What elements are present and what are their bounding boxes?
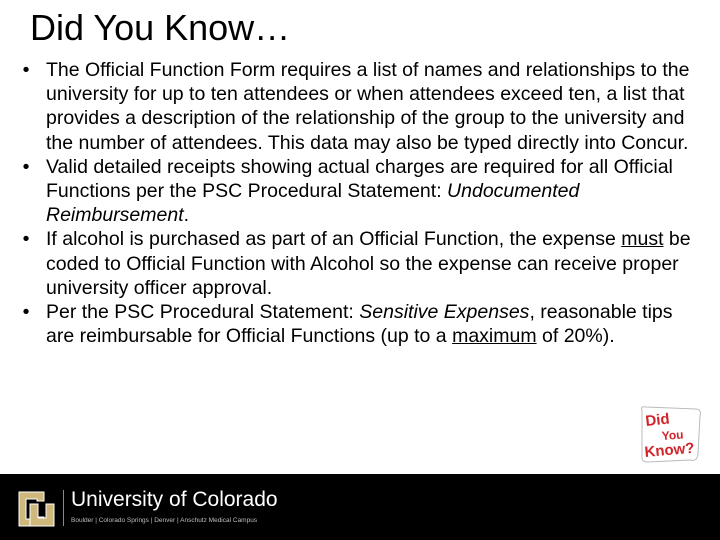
- bullet-text: , reasonable tips are reimbursable for Official Functions (up to a: [46, 301, 673, 348]
- campus-list: Boulder | Colorado Springs | Denver | Anschutz Medical Campus: [71, 517, 258, 524]
- bullet-item: [16, 300, 706, 348]
- bullet-list: [16, 58, 706, 348]
- bullet-text: be coded to Official Function with Alcohol so the expense can receive proper university officer approval.: [46, 228, 691, 299]
- bullet-marker: •: [22, 155, 30, 178]
- university-name: University of Colorado: [71, 488, 278, 511]
- bullet-marker: •: [22, 301, 30, 324]
- bullet-text: The Official Function Form requires a list of names and relationships to the university for up to ten attendees or when attendees exceed ten, a list that provides a description of the relationship of the group to the university and the number of attendees. This data may also be typed directly into Concur.: [46, 59, 690, 154]
- did-you-know-badge: [636, 404, 706, 466]
- bullet-item: [16, 58, 706, 155]
- footer-divider: [63, 490, 64, 526]
- emphasis-text: must: [621, 228, 664, 251]
- bullet-item: [16, 155, 706, 228]
- badge-text-did: Did: [644, 410, 671, 430]
- policy-reference: Undocumented Reimbursement: [46, 180, 580, 227]
- bullet-marker: •: [22, 59, 30, 81]
- badge-text-you: You: [661, 427, 684, 443]
- policy-reference: Sensitive Expenses: [359, 301, 530, 324]
- cu-logo-icon: [14, 486, 60, 532]
- bullet-text: If alcohol is purchased as part of an Official Function, the expense: [46, 228, 622, 251]
- bullet-text: .: [183, 204, 190, 227]
- emphasis-text: maximum: [452, 325, 537, 348]
- slide-title: Did You Know…: [30, 7, 291, 48]
- bullet-item: [16, 227, 706, 300]
- bullet-text: Valid detailed receipts showing actual charges are required for all Official Functions per the PSC Procedural Statement:: [46, 155, 673, 203]
- bullet-text: Per the PSC Procedural Statement:: [46, 301, 360, 324]
- bullet-text: of 20%).: [536, 325, 615, 348]
- badge-text-know: Know?: [643, 439, 696, 461]
- footer-bar: [0, 474, 720, 540]
- bullet-marker: •: [22, 228, 30, 251]
